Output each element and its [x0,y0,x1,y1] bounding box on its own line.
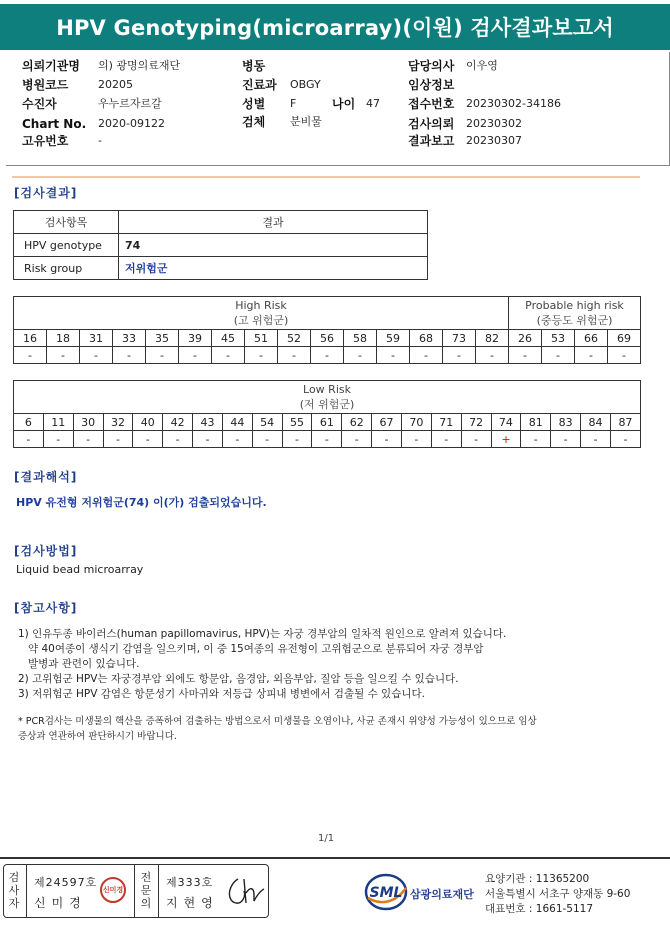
hpv-result-cell: - [342,431,372,448]
hpv-result-cell: - [312,431,342,448]
tester-seal: 신미경 [100,877,126,903]
probable-high-risk-title: Probable high risk [525,299,624,312]
specialist-name: 지현영 [166,896,219,910]
method-text: Liquid bead microarray [16,563,144,576]
hpv-type-cell: 43 [193,414,223,431]
label-ward: 병동 [242,59,266,73]
hpv-type-cell: 67 [372,414,402,431]
hpv-result-cell: - [476,347,509,364]
hpv-type-cell: 71 [431,414,461,431]
hpv-result-cell: - [431,431,461,448]
hpv-result-cell: - [551,431,581,448]
hpv-result-cell: - [252,431,282,448]
tester-name: 신미경 [34,896,87,910]
high-risk-results-row [14,347,641,364]
value-institution: 의) 광명의료재단 [98,59,181,72]
hpv-result-cell: - [344,347,377,364]
value-patient: 우누르자르갈 [98,97,162,110]
result-header-result: 결과 [119,211,428,234]
hpv-result-cell: - [401,431,431,448]
value-sex: F [290,97,297,110]
low-risk-title: Low Risk [303,383,351,396]
hpv-type-cell: 42 [163,414,193,431]
org-name: 삼광의료재단 [410,888,474,901]
hpv-result-cell: - [14,431,44,448]
label-request-date: 검사의뢰 [408,117,455,131]
hpv-type-cell: 62 [342,414,372,431]
note-line: 발병과 관련이 있습니다. [28,658,140,670]
footnote-line: 증상과 연관하여 판단하시기 바랍니다. [18,731,177,742]
low-risk-subtitle: (저 위험군) [299,398,355,411]
probable-high-risk-header [509,297,641,330]
contact-line: 요양기관 : 11365200 [485,873,590,885]
low-risk-types-row [14,414,641,431]
high-risk-subtitle: (고 위험군) [233,314,289,327]
hpv-result-cell: - [103,431,133,448]
result-item: Risk group [14,257,119,280]
hpv-type-cell: 18 [47,330,80,347]
hpv-type-cell: 72 [461,414,491,431]
value-doctor: 이우영 [466,59,498,72]
result-item: HPV genotype [14,234,119,257]
value-specimen: 분비물 [290,115,322,128]
hpv-result-cell: - [608,347,641,364]
section-title-interpretation: [결과해석] [14,470,78,484]
hpv-result-cell: - [73,431,103,448]
hpv-result-cell: - [146,347,179,364]
notes [18,627,618,702]
hpv-type-cell: 66 [575,330,608,347]
hpv-result-cell: - [372,431,402,448]
hpv-result-cell: - [521,431,551,448]
hpv-type-cell: 81 [521,414,551,431]
note-line: 약 40여종이 생식기 감염을 일으키며, 이 중 15여종의 유전형이 고위험군으로 분류되어 자궁 경부암 [28,643,484,655]
hpv-result-cell: - [282,431,312,448]
high-risk-header [14,297,509,330]
hpv-type-cell: 35 [146,330,179,347]
result-value: 저위험군 [119,257,428,280]
note-line: 2) 고위험군 HPV는 자궁경부암 외에도 항문암, 음경암, 외음부암, 질암 등을 일으킬 수 있습니다. [18,673,459,685]
high-risk-types-row [14,330,641,347]
hpv-result-cell: - [575,347,608,364]
hpv-type-cell: 30 [73,414,103,431]
hpv-type-cell: 55 [282,414,312,431]
table-row [14,257,428,280]
section-title-notes: [참고사항] [14,601,78,615]
value-hospital-code: 20205 [98,78,133,91]
contact-line: 대표번호 : 1661-5117 [485,903,594,915]
label-hospital-code: 병원코드 [22,78,69,92]
high-risk-title: High Risk [235,299,287,312]
hpv-result-cell: - [193,431,223,448]
page-number: 1/1 [318,833,335,844]
hpv-type-cell: 61 [312,414,342,431]
label-chart-no: Chart No. [22,117,87,131]
note-line: 1) 인유두종 바이러스(human papillomavirus, HPV)는 자궁 경부암의 일차적 원인으로 알려져 있습니다. [18,628,507,640]
hpv-result-cell: - [14,347,47,364]
label-receipt-no: 접수번호 [408,97,455,111]
value-receipt-no: 20230302-34186 [466,97,561,110]
hpv-type-cell: 58 [344,330,377,347]
label-unique-no: 고유번호 [22,134,69,148]
specialist-signature [224,873,266,909]
hpv-result-cell: - [377,347,410,364]
hpv-type-cell: 74 [491,414,521,431]
value-request-date: 20230302 [466,117,522,130]
hpv-type-cell: 51 [245,330,278,347]
hpv-result-cell: - [278,347,311,364]
hpv-type-cell: 26 [509,330,542,347]
hpv-result-cell: - [311,347,344,364]
hpv-result-cell: - [509,347,542,364]
patient-info [22,57,662,157]
note-line: 3) 저위험군 HPV 감염은 항문성기 사마귀와 저등급 상피내 병변에서 검출될 수 있습니다. [18,688,425,700]
probable-high-risk-subtitle: (중등도 위험군) [536,314,613,327]
hpv-result-cell: - [43,431,73,448]
contact-line: 서울특별시 서초구 양재동 9-60 [485,888,631,900]
label-institution: 의뢰기관명 [22,59,80,73]
hpv-result-cell: - [542,347,575,364]
value-unique-no: - [98,134,102,147]
tester-label: 검 사 자 [8,871,20,910]
section-title-result: [검사결과] [14,186,78,200]
hpv-result-cell: - [80,347,113,364]
hpv-type-cell: 33 [113,330,146,347]
hpv-type-cell: 56 [311,330,344,347]
hpv-type-cell: 59 [377,330,410,347]
result-header-item: 검사항목 [14,211,119,234]
hpv-type-cell: 52 [278,330,311,347]
hpv-type-cell: 53 [542,330,575,347]
hpv-type-cell: 87 [610,414,640,431]
hpv-type-cell: 69 [608,330,641,347]
hpv-result-cell: - [163,431,193,448]
value-report-date: 20230307 [466,134,522,147]
label-sex: 성별 [242,97,266,111]
footnote [18,714,628,744]
org-contact [485,872,630,917]
high-risk-table [13,296,641,364]
hpv-type-cell: 11 [43,414,73,431]
hpv-result-cell: - [212,347,245,364]
label-department: 진료과 [242,78,277,92]
hpv-result-cell: - [461,431,491,448]
report-title: HPV Genotyping(microarray)(이원) 검사결과보고서 [0,4,670,50]
label-report-date: 결과보고 [408,134,455,148]
hpv-type-cell: 6 [14,414,44,431]
hpv-type-cell: 32 [103,414,133,431]
hpv-result-cell: - [47,347,80,364]
hpv-type-cell: 45 [212,330,245,347]
low-risk-results-row [14,431,641,448]
specialist-label: 전 문 의 [140,871,152,910]
hpv-type-cell: 70 [401,414,431,431]
divider [12,176,640,178]
hpv-type-cell: 54 [252,414,282,431]
hpv-type-cell: 31 [80,330,113,347]
label-clinical-info: 임상정보 [408,78,455,92]
label-age: 나이 [332,97,356,111]
tester-license: 제24597호 [34,876,98,889]
svg-text:SML: SML [369,885,403,901]
value-department: OBGY [290,78,321,91]
hpv-result-cell: - [443,347,476,364]
hpv-type-cell: 73 [443,330,476,347]
hpv-result-cell: - [222,431,252,448]
label-doctor: 담당의사 [408,59,455,73]
low-risk-table [13,380,641,448]
label-specimen: 검체 [242,115,266,129]
hpv-result-cell: - [133,431,163,448]
specialist-license: 제333호 [166,876,214,889]
hpv-type-cell: 44 [222,414,252,431]
hpv-result-cell: - [179,347,212,364]
hpv-type-cell: 16 [14,330,47,347]
hpv-type-cell: 40 [133,414,163,431]
signature-box [3,864,269,918]
footer-divider [0,857,670,859]
hpv-result-cell: + [491,431,521,448]
hpv-type-cell: 39 [179,330,212,347]
value-age: 47 [366,97,380,110]
hpv-type-cell: 84 [581,414,611,431]
section-title-method: [검사방법] [14,544,78,558]
footnote-line: * PCR검사는 미생물의 핵산을 증폭하여 검출하는 방법으로서 미생물을 오염이나, 사균 존재시 위양성 가능성이 있으므로 임상 [18,716,537,727]
result-table [13,210,428,280]
interpretation-text: HPV 유전형 저위험군(74) 이(가) 검출되었습니다. [16,496,267,509]
result-value: 74 [119,234,428,257]
hpv-result-cell: - [610,431,640,448]
table-row [14,234,428,257]
low-risk-header [14,381,641,414]
hpv-result-cell: - [113,347,146,364]
hpv-result-cell: - [581,431,611,448]
hpv-type-cell: 82 [476,330,509,347]
hpv-result-cell: - [410,347,443,364]
hpv-type-cell: 68 [410,330,443,347]
hpv-result-cell: - [245,347,278,364]
hpv-type-cell: 83 [551,414,581,431]
value-chart-no: 2020-09122 [98,117,165,130]
label-patient: 수진자 [22,97,57,111]
